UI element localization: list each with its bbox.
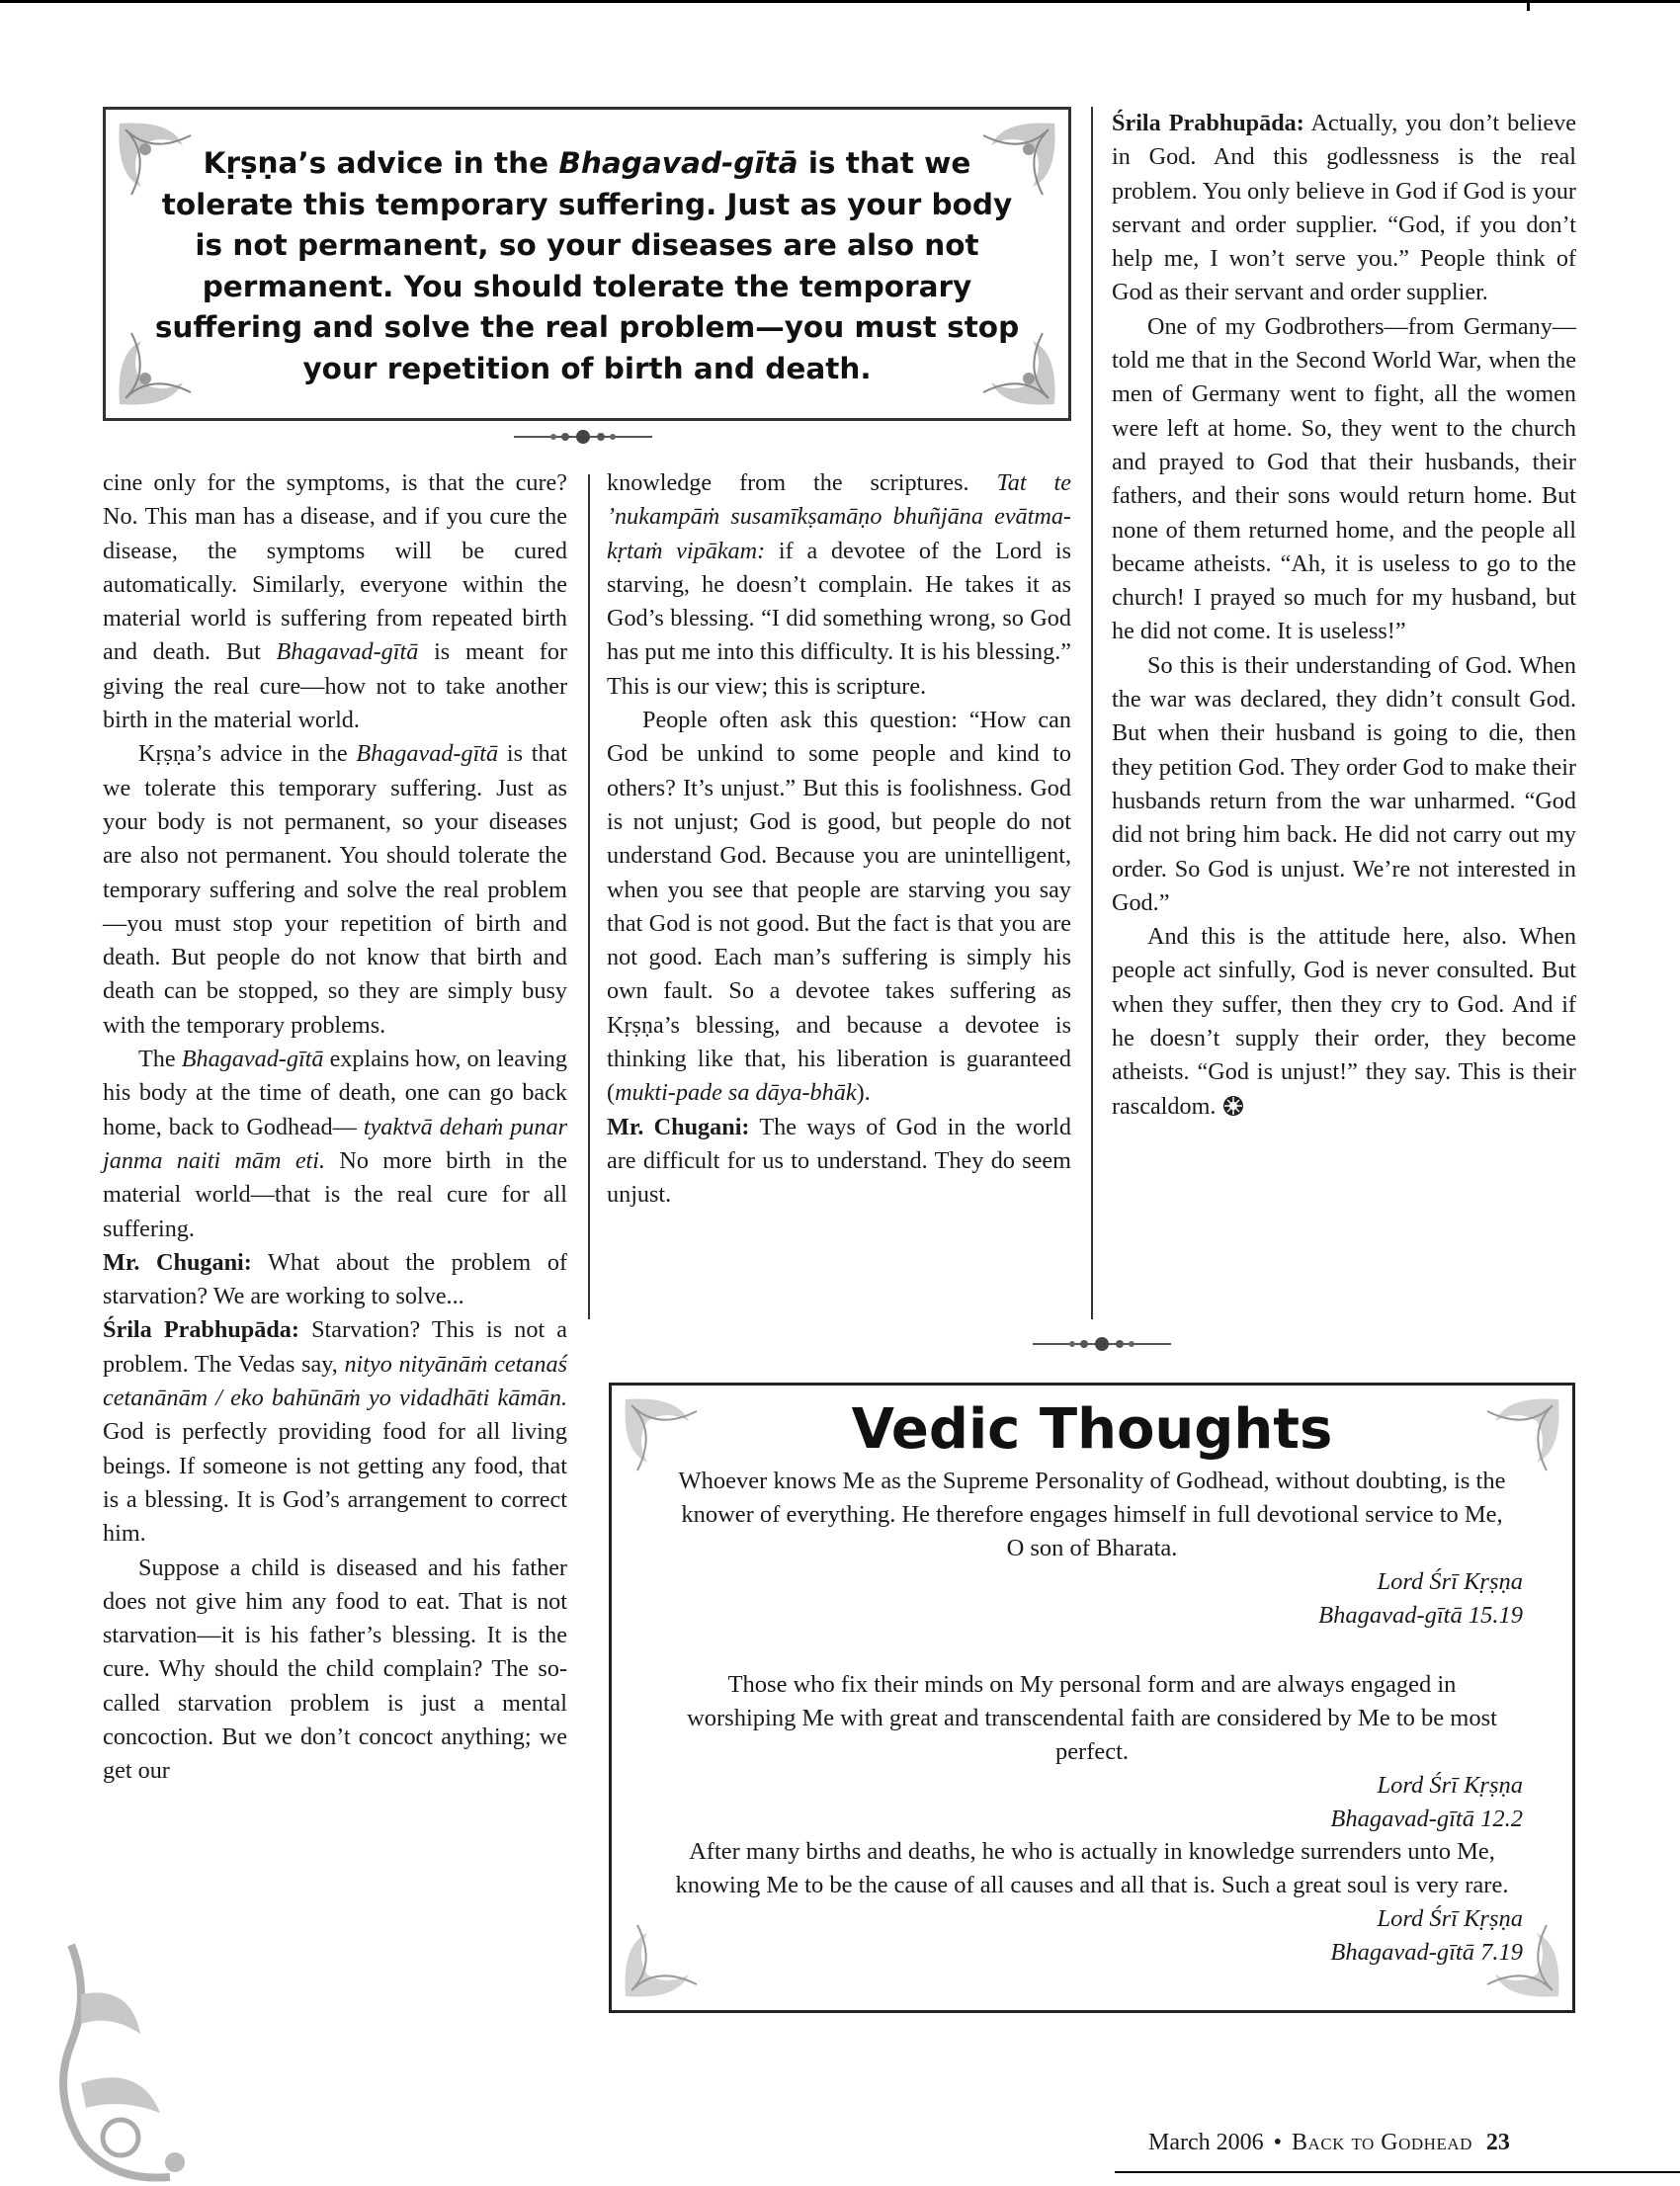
- speaker-name: Śrila Prabhupāda:: [1112, 110, 1304, 136]
- quote-source: Bhagavad-gītā 12.2: [1330, 1806, 1523, 1832]
- magazine-title: Back to Godhead: [1292, 2130, 1472, 2155]
- speaker-name: Mr. Chugani:: [607, 1113, 750, 1140]
- vedic-quote: [671, 1835, 1523, 1970]
- article-column-3: [1112, 107, 1576, 1124]
- paragraph: Śrila Prabhupāda: Starvation? This is not a problem. The Vedas say, nityo nityānāṁ cetanaś cetanānām / eko bahūnāṁ yo vidadhāti kāmān. God is perfectly providing food for all living beings. If someone is not getting any food, that is a blessing. It is God’s arrangement to correct him.: [103, 1316, 568, 1548]
- paragraph: So this is their understanding of God. When the war was declared, they didn’t consult God. But when their husband is going to die, then they petition God. They order God to make their husbands return from the war unharmed. “God did not bring him back. He did not carry out my order. So God is unjust. We’re not interested in God.”: [1112, 651, 1576, 916]
- paragraph: Kṛṣṇa’s advice in the Bhagavad-gītā is that we tolerate this temporary suffering. Just as your body is not permanent, so your diseases are also not permanent. You should tolerate the temporary suffering and solve the real problem—you must stop your repetition of birth and death. But people do not know that birth and death can be stopped, so they are simply busy with the temporary problems.: [103, 740, 567, 1039]
- paragraph: People often ask this question: “How can God be unkind to some people and kind to others? It’s unjust.” But this is foolishness. God is not unjust; God is good, but people do not understand God. Because you are unintelligent, when you see that people are starving you say that God is not good. But the fact is that you are not good. Each man’s suffering is simply his own fault. So a devotee takes suffering as Kṛṣṇa’s blessing, and because a devotee is thinking like that, his liberation is guaranteed (mukti-pade sa dāya-bhāk).: [607, 707, 1071, 1107]
- quote-text: Whoever knows Me as the Supreme Personality of Godhead, without doubting, is the knower of everything. He therefore engages himself in full devotional service to Me, O son of Bharata.: [678, 1468, 1506, 1561]
- quote-source: Bhagavad-gītā 7.19: [1330, 1939, 1523, 1966]
- vedic-quote: [671, 1668, 1523, 1836]
- top-rule: [0, 0, 1680, 3]
- pull-quote-text: Kṛṣṇa’s advice in the Bhagavad-gītā is that we tolerate this temporary suffering. Just as your body is not permanent, so your diseases are also not permanent. You should tolerate the temporary suffering and solve the real problem—you must stop your repetition of birth and death.: [154, 146, 1020, 385]
- footer-rule: [1115, 2171, 1680, 2173]
- end-of-article-icon: [1222, 1095, 1244, 1117]
- pull-quote-box: [103, 107, 1071, 421]
- quote-speaker: Lord Śrī Kṛṣṇa: [1377, 1905, 1523, 1932]
- issue-date: March 2006: [1148, 2130, 1264, 2155]
- quote-speaker: Lord Śrī Kṛṣṇa: [1377, 1568, 1523, 1595]
- section-divider-icon: [1033, 1334, 1171, 1354]
- top-rule-tick: [1527, 3, 1530, 11]
- column-rule: [1091, 107, 1093, 1319]
- paragraph: The Bhagavad-gītā explains how, on leaving his body at the time of death, one can go back home, back to Godhead— tyaktvā dehaṁ punar janma naiti mām eti. No more birth in the material world—that is the real cure for all suffering.: [103, 1046, 567, 1242]
- paragraph: knowledge from the scriptures. Tat te ’nukampāṁ susamīkṣamāṇo bhuñjāna evātma-kṛtaṁ vipākam: if a devotee of the Lord is starving, he doesn’t complain. He takes it as God’s blessing. “I did something wrong, so God has put me into this difficulty. It is his blessing.” This is our view; this is scripture.: [607, 469, 1072, 700]
- section-divider-icon: [514, 427, 652, 447]
- speaker-name: Mr. Chugani:: [103, 1248, 252, 1276]
- paragraph: And this is the attitude here, also. When people act sinfully, God is never consulted. But when they suffer, then they cry to God. And if he doesn’t supply their order, they become atheists. “God is unjust!” they say. This is their rascaldom.: [1112, 923, 1576, 1120]
- paragraph: Śrila Prabhupāda: Actually, you don’t believe in God. And this godlessness is the real problem. You only believe in God if God is your servant and order supplier. “God, if you don’t help me, I won’t serve you.” People think of God as their servant and order supplier.: [1112, 110, 1576, 306]
- article-column-1: [103, 466, 567, 1789]
- vedic-thoughts-title: Vedic Thoughts: [851, 1397, 1333, 1462]
- column-rule: [588, 474, 590, 1319]
- page-number: 23: [1485, 2130, 1510, 2155]
- paragraph: One of my Godbrothers—from Germany—told me that in the Second World War, when the men of Germany went to fight, all the women were left at home. So, they went to the church and prayed to God that their husbands, their fathers, and their sons would return home. But none of them returned home, and the people all became atheists. “Ah, it is useless to go to the church! I prayed so much for my husband, but he did not come. It is useless!”: [1112, 312, 1576, 645]
- paragraph: Mr. Chugani: The ways of God in the world are difficult for us to understand. They do seem unjust.: [607, 1113, 1071, 1209]
- quote-text: After many births and deaths, he who is actually in knowledge surrenders unto Me, knowing Me to be the cause of all causes and all that is. Such a great soul is very rare.: [675, 1838, 1509, 1898]
- paragraph: cine only for the symptoms, is that the cure? No. This man has a disease, and if you cure the disease, the symptoms will be cured automatically. Similarly, everyone within the material world is suffering from repeated birth and death. But Bhagavad-gītā is meant for giving the real cure—how not to take another birth in the material world.: [103, 469, 567, 734]
- quote-source: Bhagavad-gītā 15.19: [1318, 1602, 1523, 1629]
- quote-speaker: Lord Śrī Kṛṣṇa: [1377, 1772, 1523, 1799]
- quote-text: Those who fix their minds on My personal form and are always engaged in worshiping Me with great and transcendental faith are considered by Me to be most perfect.: [687, 1671, 1497, 1765]
- page-footer: [1148, 2130, 1510, 2156]
- paragraph: Mr. Chugani: What about the problem of starvation? We are working to solve...: [103, 1248, 567, 1310]
- speaker-name: Śrila Prabhupāda:: [103, 1316, 299, 1344]
- vedic-thoughts-box: [609, 1383, 1575, 2013]
- vedic-quote: [671, 1465, 1523, 1633]
- floral-flourish-icon: [51, 1935, 229, 2182]
- paragraph: Suppose a child is diseased and his father does not give him any food to eat. That is not starvation—it is his father’s blessing. It is the cure. Why should the child complain? The so-called starvation problem is just a mental concoction. But we don’t concoct anything; we get our: [103, 1554, 567, 1785]
- article-column-2: [607, 466, 1071, 1213]
- bullet-icon: •: [1273, 2130, 1283, 2155]
